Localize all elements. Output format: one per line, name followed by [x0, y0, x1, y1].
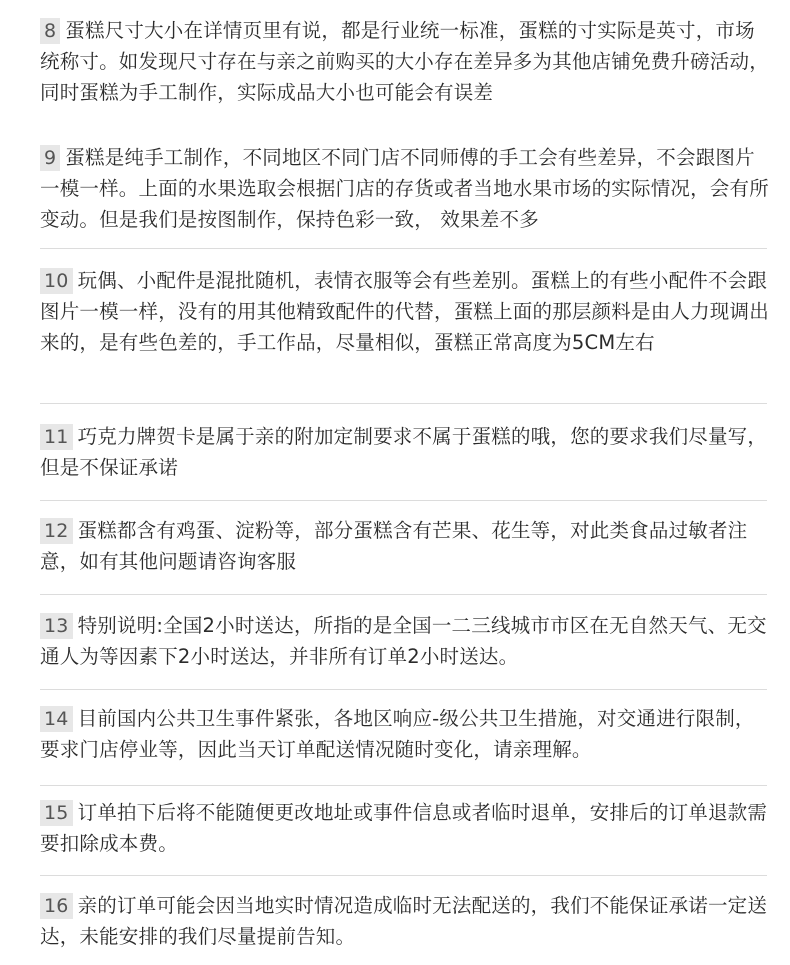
item-text: 蛋糕是纯手工制作，不同地区不同门店不同师傅的手工会有些差异，不会跟图片一模一样。上面的水果选取会根据门店的存货或者当地水果市场的实际情况，会有所变动。但是我们是按图制作，保持色彩一致， 效果差不多: [40, 146, 769, 231]
item-text: 目前国内公共卫生事件紧张，各地区响应-级公共卫生措施，对交通进行限制，要求门店停业等，因此当天订单配送情况随时变化，请亲理解。: [40, 707, 755, 761]
divider: [40, 248, 767, 249]
divider: [40, 785, 767, 786]
item-text: 订单拍下后将不能随便更改地址或事件信息或者临时退单，安排后的订单退款需要扣除成本费。: [40, 801, 768, 855]
divider: [40, 500, 767, 501]
list-item-15: [40, 797, 770, 859]
list-item-9: [40, 142, 770, 235]
item-number: 16: [40, 893, 73, 919]
item-number: 8: [40, 18, 60, 44]
divider: [40, 594, 767, 595]
divider: [40, 689, 767, 690]
item-text: 特别说明:全国2小时送达，所指的是全国一二三线城市市区在无自然天气、无交通人为等因素下2小时送达，并非所有订单2小时送达。: [40, 614, 767, 668]
item-number: 13: [40, 613, 73, 639]
list-item-8: [40, 15, 770, 108]
item-text: 蛋糕都含有鸡蛋、淀粉等，部分蛋糕含有芒果、花生等，对此类食品过敏者注意，如有其他问题请咨询客服: [40, 519, 748, 573]
divider: [40, 875, 767, 876]
item-number: 14: [40, 706, 73, 732]
item-number: 15: [40, 800, 73, 826]
list-item-13: [40, 610, 770, 672]
item-number: 9: [40, 145, 60, 171]
divider: [40, 403, 767, 404]
item-text: 蛋糕尺寸大小在详情页里有说，都是行业统一标准，蛋糕的寸实际是英寸，市场统称寸。如发现尺寸存在与亲之前购买的大小存在差异多为其他店铺免费升磅活动，同时蛋糕为手工制作，实际成品大小也可能会有误差: [40, 19, 769, 104]
item-number: 11: [40, 424, 73, 450]
list-item-16: [40, 890, 770, 952]
item-number: 10: [40, 268, 73, 294]
list-item-12: [40, 515, 770, 577]
list-item-14: [40, 703, 770, 765]
item-number: 12: [40, 518, 73, 544]
item-text: 亲的订单可能会因当地实时情况造成临时无法配送的，我们不能保证承诺一定送达，未能安排的我们尽量提前告知。: [40, 894, 768, 948]
list-item-10: [40, 265, 770, 358]
item-text: 巧克力牌贺卡是属于亲的附加定制要求不属于蛋糕的哦，您的要求我们尽量写，但是不保证承诺: [40, 425, 768, 479]
item-text: 玩偶、小配件是混批随机，表情衣服等会有些差别。蛋糕上的有些小配件不会跟图片一模一样，没有的用其他精致配件的代替，蛋糕上面的那层颜料是由人力现调出来的，是有些色差的，手工作品，尽量相似，蛋糕正常高度为5CM左右: [40, 269, 769, 354]
list-item-11: [40, 421, 770, 483]
